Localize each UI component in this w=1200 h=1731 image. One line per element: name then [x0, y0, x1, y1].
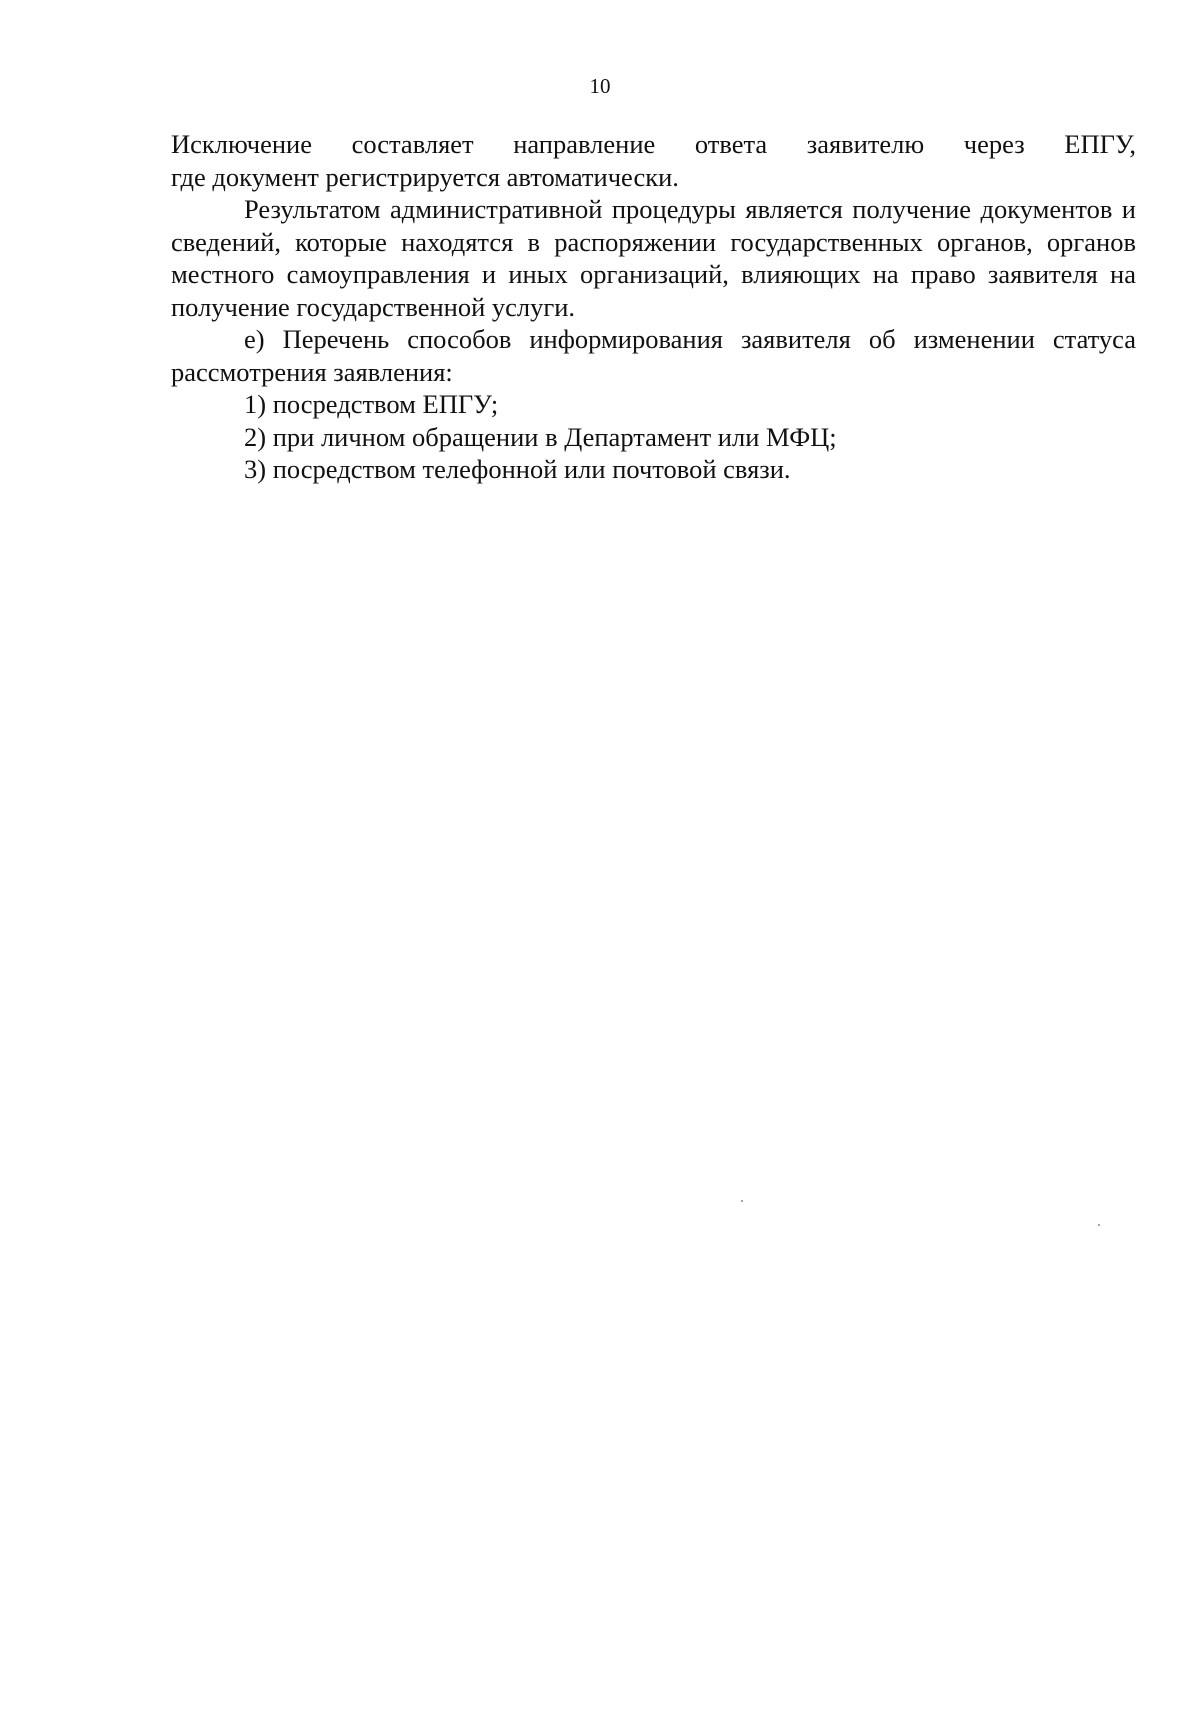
paragraph-result: Результатом административной процедуры является получение документов и сведений, которые находятся в распоряжении государственных органов, органов местного самоуправления и иных организаций, влияющих на право заявителя на получение государственной услуги.: [171, 194, 1136, 322]
list-item: 3) посредством телефонной или почтовой связи.: [244, 454, 791, 484]
list-item: 2) при личном обращении в Департамент или МФЦ;: [244, 421, 837, 452]
paragraph-line: Исключение составляет направление ответа заявителю через ЕПГУ,: [171, 129, 1136, 159]
scan-speck: [741, 1200, 743, 1202]
paragraph-exception: [171, 128, 1136, 193]
scan-speck: [1098, 1224, 1100, 1226]
document-body: [171, 128, 1136, 486]
paragraph-notification-methods: е) Перечень способов информирования заявителя об изменении статуса рассмотрения заявления:: [171, 324, 1136, 387]
page-number: 10: [589, 74, 611, 98]
list-item: 1) посредством ЕПГУ;: [244, 389, 499, 419]
paragraph-line: где документ регистрируется автоматически.: [171, 161, 679, 192]
